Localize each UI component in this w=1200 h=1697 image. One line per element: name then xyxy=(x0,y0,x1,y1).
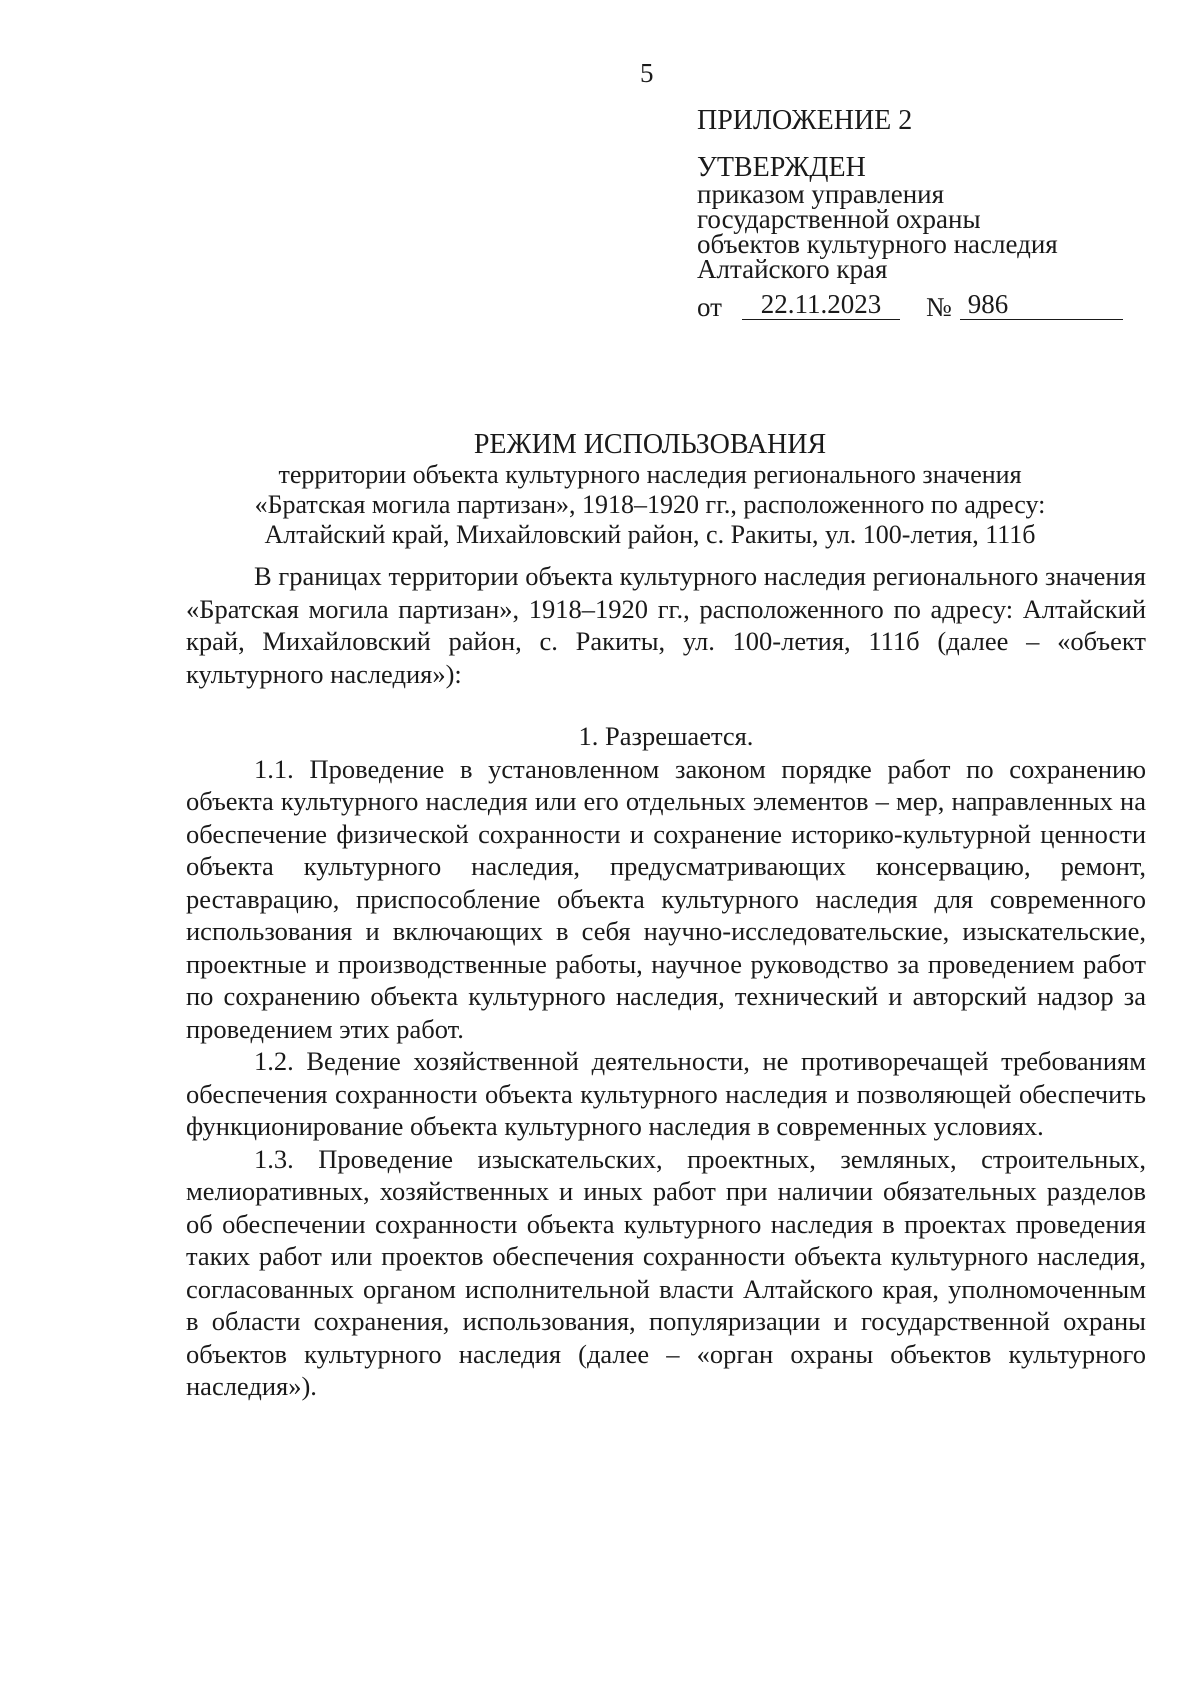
document-body xyxy=(186,560,1146,1403)
approval-line: Алтайского края xyxy=(697,254,888,284)
paragraph-1-2: 1.2. Ведение хозяйственной деятельности, не противоречащей требованиям обеспечения сохранности объекта культурного наследия и позволяющей обеспечить функционирование объекта культурного наследия в современных условиях. xyxy=(186,1046,1146,1141)
order-date: 22.11.2023 xyxy=(742,292,900,320)
intro-paragraph: В границах территории объекта культурного наследия регионального значения «Братская могила партизан», 1918–1920 гг., расположенного по адресу: Алтайский край, Михайловский район, с. Ракиты, ул. 100-летия, 111б (далее – «объект культурного наследия»): xyxy=(186,561,1146,689)
title-line: Алтайский край, Михайловский район, с. Ракиты, ул. 100-летия, 111б xyxy=(264,520,1036,549)
approval-line: государственной охраны xyxy=(697,204,981,234)
page-number: 5 xyxy=(640,58,654,88)
appendix-label: ПРИЛОЖЕНИЕ 2 xyxy=(697,105,913,136)
approval-line: приказом управления xyxy=(697,179,945,209)
document-title xyxy=(150,430,1150,550)
section-heading: 1. Разрешается. xyxy=(578,721,754,751)
title-main: РЕЖИМ ИСПОЛЬЗОВАНИЯ xyxy=(473,429,827,460)
approved-label: УТВЕРЖДЕН xyxy=(697,152,866,183)
order-date-number-line xyxy=(697,289,1137,322)
title-line: «Братская могила партизан», 1918–1920 гг., расположенного по адресу: xyxy=(254,490,1046,519)
paragraph-1-3: 1.3. Проведение изыскательских, проектных, земляных, строительных, мелиоративных, хозяйственных и иных работ при наличии обязательных разделов об обеспечении сохранности объекта культурного наследия в проектах проведения таких работ или проектов обеспечения сохранности объекта культурного наследия, согласованных органом исполнительной власти Алтайского края, уполномоченным в области сохранения, использования, популяризации и государственной охраны объектов культурного наследия (далее – «орган охраны объектов культурного наследия»). xyxy=(186,1143,1146,1401)
number-prefix: № xyxy=(925,292,952,322)
approval-stamp-block xyxy=(697,105,1137,322)
order-number: 986 xyxy=(960,292,1123,320)
date-prefix: от xyxy=(697,292,722,322)
approval-line: объектов культурного наследия xyxy=(697,229,1058,259)
title-line: территории объекта культурного наследия регионального значения xyxy=(278,460,1022,489)
paragraph-1-1: 1.1. Проведение в установленном законом порядке работ по сохранению объекта культурного наследия или его отдельных элементов – мер, направленных на обеспечение физической сохранности и сохранение историко-культурной ценности объекта культурного наследия, предусматривающих консервацию, ремонт, реставрацию, приспособление объекта культурного наследия для современного использования и включающих в себя научно-исследовательские, изыскательские, проектные и производственные работы, научное руководство за проведением работ по сохранению объекта культурного наследия, технический и авторский надзор за проведением этих работ. xyxy=(186,753,1146,1044)
